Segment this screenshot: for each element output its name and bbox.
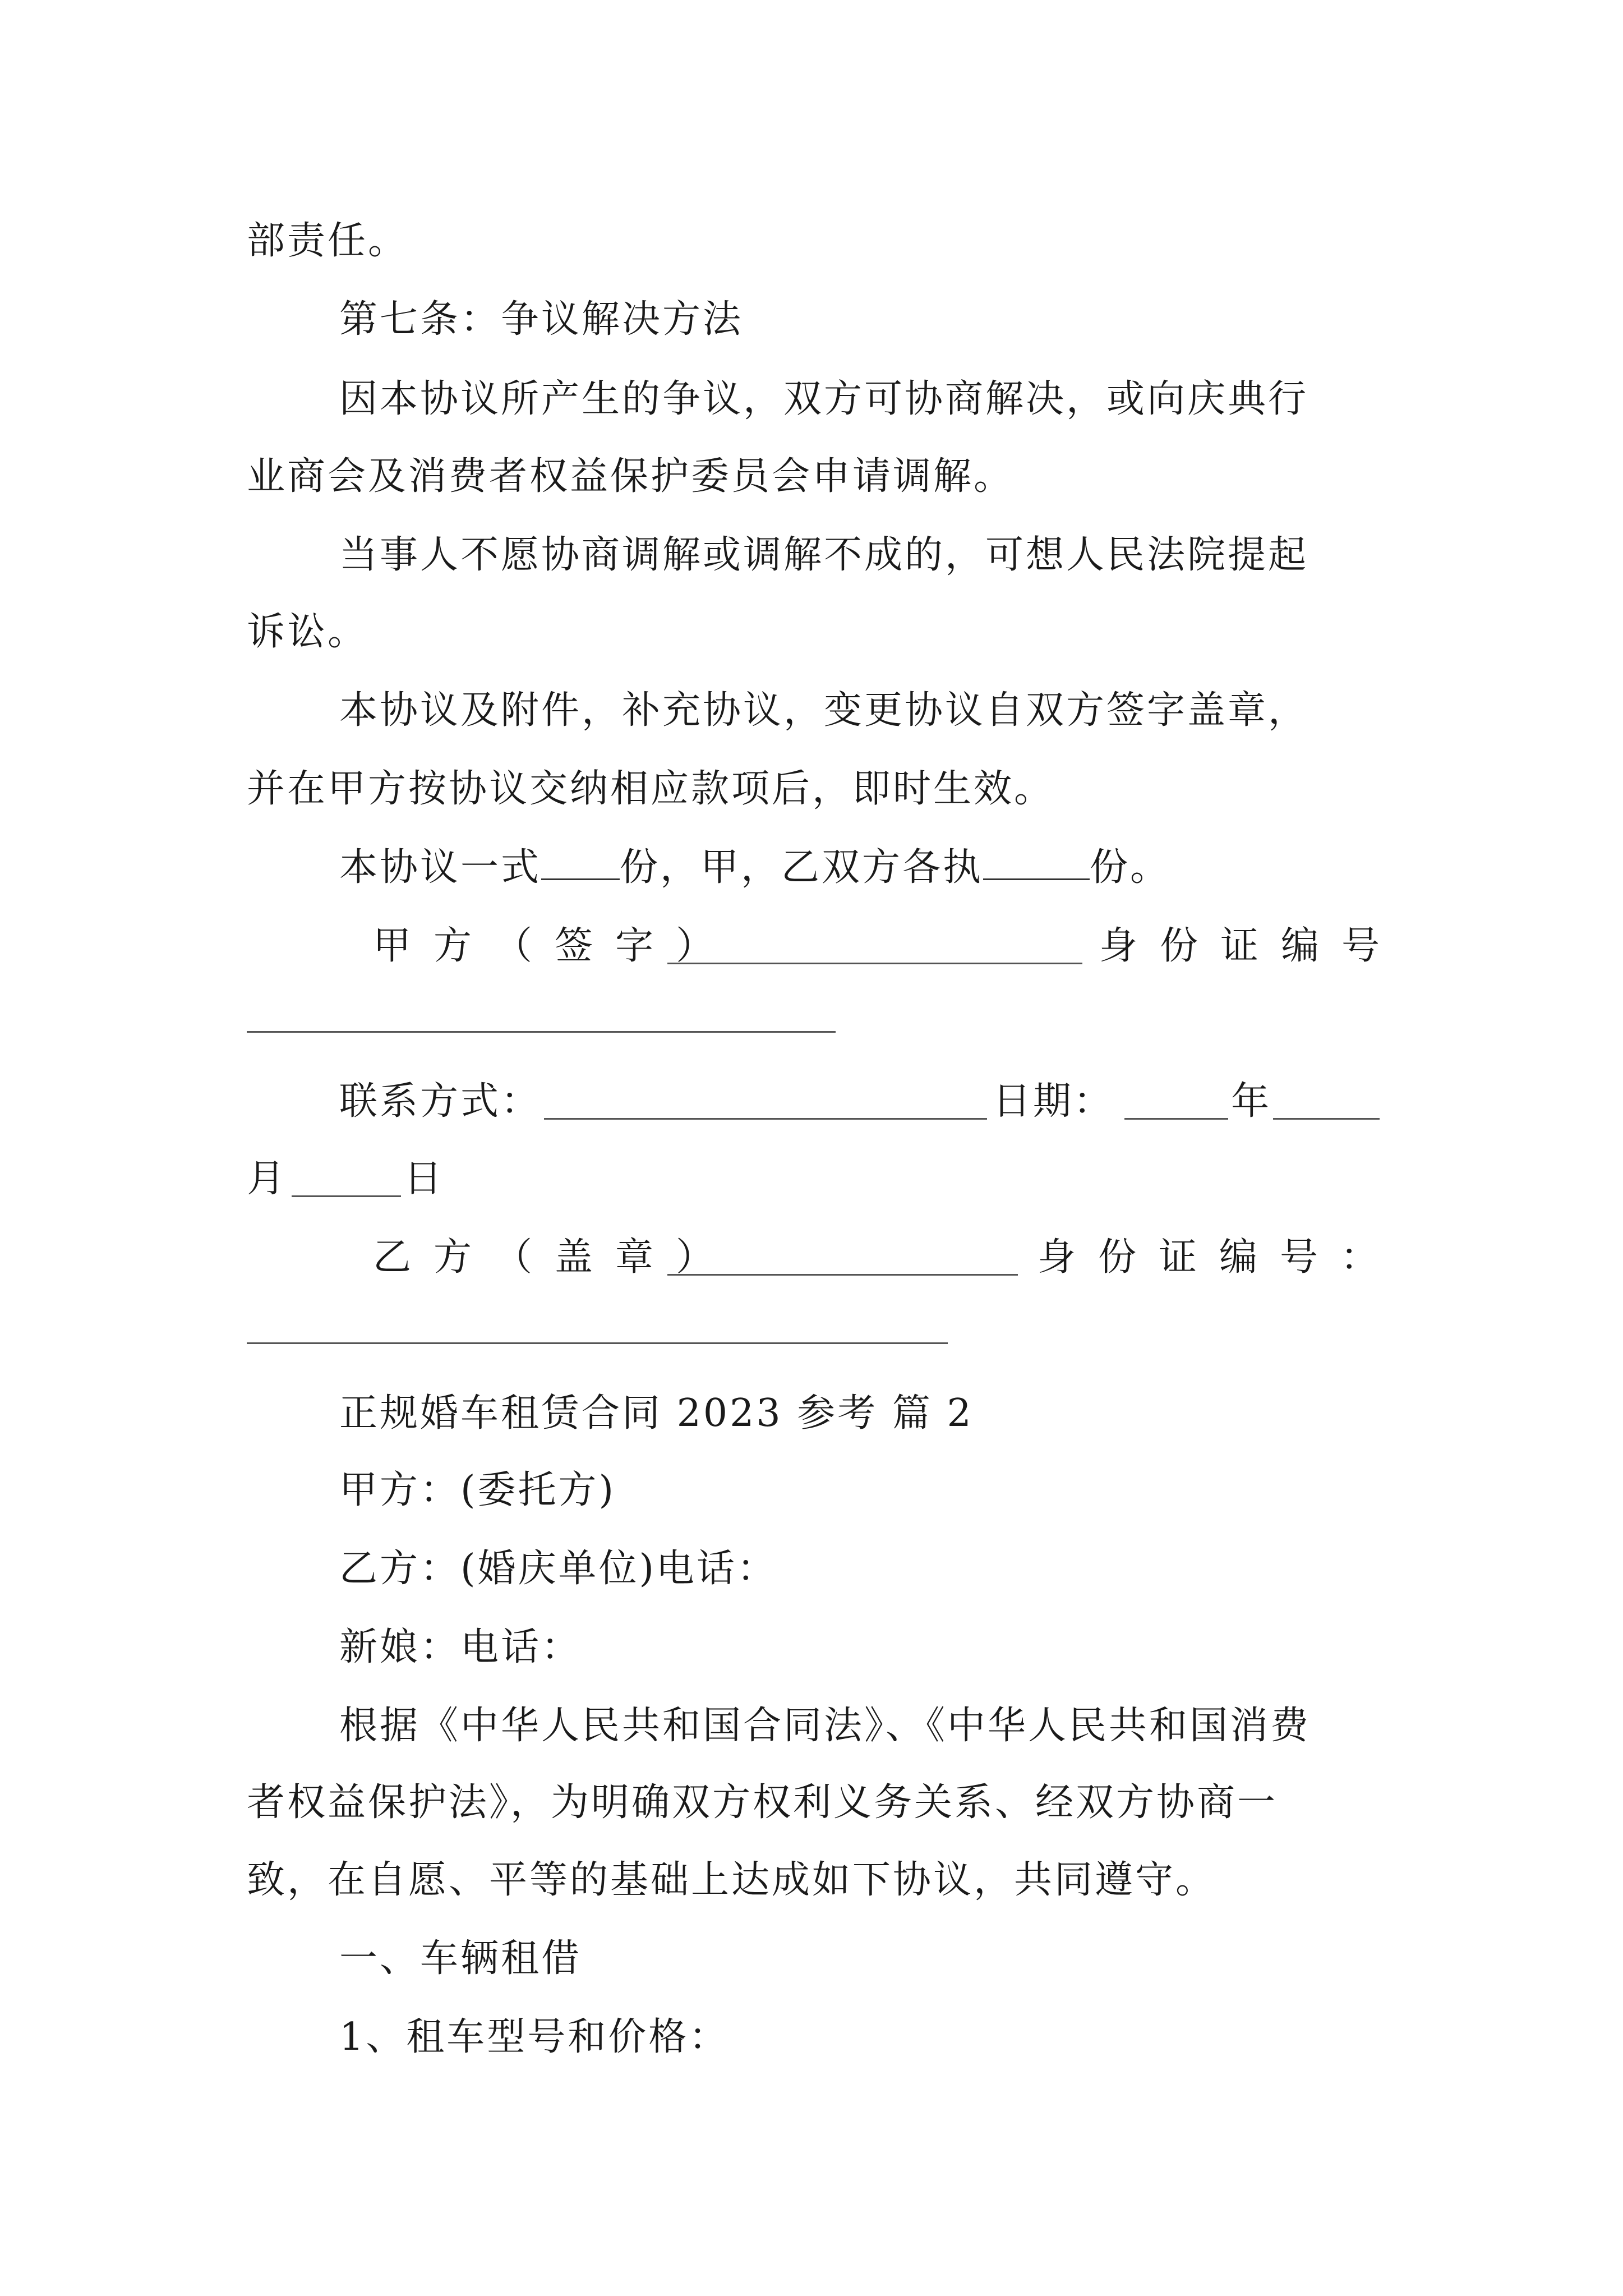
text-line: 并在甲方按协议交纳相应款项后，即时生效。	[247, 767, 1055, 811]
party-b-id-blank	[247, 1342, 948, 1344]
party-a-id-label: 身份证编号	[1099, 924, 1403, 968]
text-line: 业商会及消费者权益保护委员会申请调解。	[247, 454, 1015, 499]
party-b-line: 乙方：(婚庆单位)电话：	[339, 1547, 778, 1591]
text-line: 诉讼。	[247, 610, 368, 654]
bride-line: 新娘：电话：	[339, 1625, 582, 1669]
party-a-sign-blank	[667, 963, 1082, 964]
contract-title: 正规婚车租赁合同 2023 参考 篇 2	[339, 1391, 974, 1435]
year-blank	[1124, 1118, 1228, 1120]
text-line: 当事人不愿协商调解或调解不成的，可想人民法院提起	[339, 533, 1309, 577]
contact-label: 联系方式：	[339, 1079, 542, 1124]
text-line: 部责任。	[247, 219, 409, 263]
party-a-sign-label: 甲方（签字）	[373, 924, 737, 968]
copies-label: 本协议一式	[339, 845, 542, 890]
text-line: 根据《中华人民共和国合同法》、《中华人民共和国消费	[339, 1704, 1311, 1748]
text-line: 本协议及附件，补充协议，变更协议自双方签字盖章，	[339, 688, 1309, 733]
party-b-id-label: 身份证编号：	[1038, 1235, 1401, 1280]
copies-end: 份。	[1090, 845, 1171, 890]
text-line: 者权益保护法》，为明确双方权利义务关系、经双方协商一	[247, 1780, 1278, 1825]
subsection-heading: 1、租车型号和价格：	[339, 2015, 730, 2059]
article-heading: 第七条：争议解决方法	[339, 297, 744, 342]
copies-line	[339, 844, 1170, 891]
day-label: 日	[404, 1157, 445, 1201]
copies-total-blank	[541, 845, 620, 880]
day-blank	[292, 1195, 401, 1197]
copies-each-label: 份，甲，乙双方各执	[620, 845, 984, 890]
date-label: 日期：	[993, 1079, 1114, 1124]
party-b-seal-label: 乙方（盖章）	[373, 1235, 737, 1280]
text-line: 致，在自愿、平等的基础上达成如下协议，共同遵守。	[247, 1858, 1216, 1902]
party-a-line: 甲方：(委托方)	[339, 1468, 616, 1512]
copies-each-blank	[983, 845, 1090, 880]
party-a-id-blank	[247, 1031, 836, 1033]
contact-blank	[544, 1118, 987, 1120]
section-heading: 一、车辆租借	[339, 1936, 582, 1981]
year-label: 年	[1231, 1079, 1272, 1124]
party-b-seal-blank	[667, 1274, 1018, 1276]
text-line: 因本协议所产生的争议，双方可协商解决，或向庆典行	[339, 377, 1309, 421]
month-label: 月	[247, 1157, 288, 1201]
month-blank-start	[1273, 1118, 1380, 1120]
